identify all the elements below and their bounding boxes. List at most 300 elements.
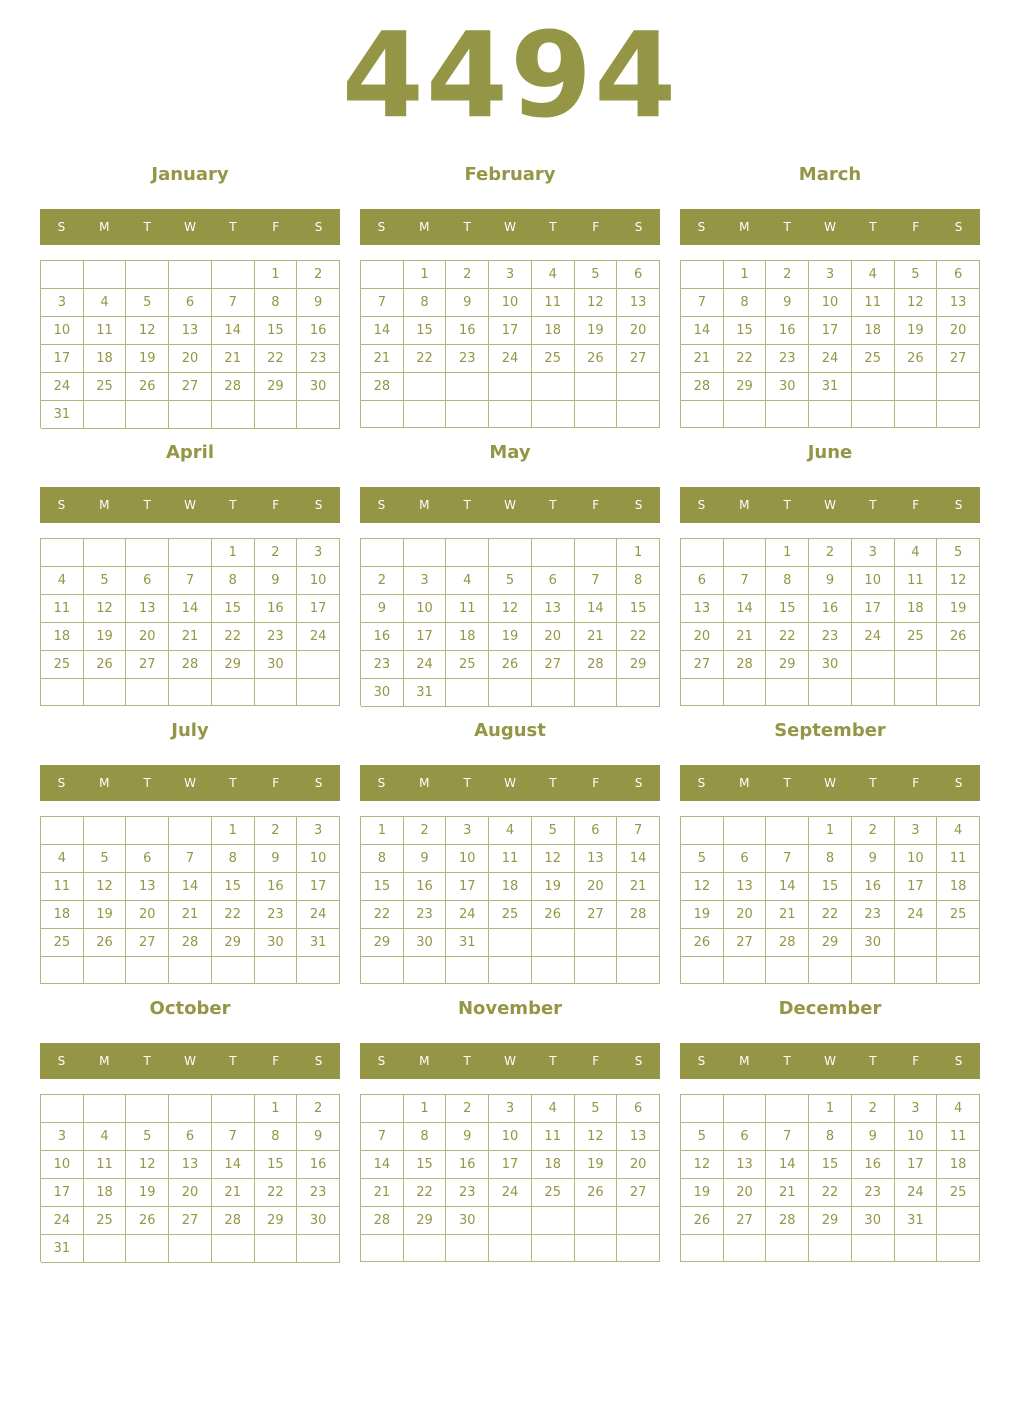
day-cell[interactable]: 6 bbox=[617, 261, 660, 289]
day-cell[interactable]: 22 bbox=[766, 623, 809, 651]
day-cell[interactable]: 1 bbox=[212, 539, 255, 567]
day-cell[interactable]: 28 bbox=[766, 1207, 809, 1235]
day-cell[interactable]: 5 bbox=[126, 289, 169, 317]
day-cell[interactable]: 4 bbox=[937, 1095, 980, 1123]
day-cell[interactable]: 4 bbox=[852, 261, 895, 289]
day-cell[interactable]: 25 bbox=[852, 345, 895, 373]
day-cell[interactable]: 7 bbox=[575, 567, 618, 595]
day-cell[interactable]: 20 bbox=[575, 873, 618, 901]
day-cell[interactable]: 2 bbox=[255, 539, 298, 567]
day-cell[interactable]: 24 bbox=[41, 1207, 84, 1235]
day-cell[interactable]: 10 bbox=[895, 845, 938, 873]
day-cell[interactable]: 11 bbox=[84, 1151, 127, 1179]
day-cell[interactable]: 2 bbox=[766, 261, 809, 289]
day-cell[interactable]: 9 bbox=[297, 1123, 340, 1151]
day-cell[interactable]: 12 bbox=[575, 289, 618, 317]
day-cell[interactable]: 26 bbox=[681, 929, 724, 957]
day-cell[interactable]: 13 bbox=[681, 595, 724, 623]
day-cell[interactable]: 23 bbox=[766, 345, 809, 373]
day-cell[interactable]: 14 bbox=[766, 873, 809, 901]
day-cell[interactable]: 19 bbox=[575, 1151, 618, 1179]
day-cell[interactable]: 22 bbox=[404, 1179, 447, 1207]
day-cell[interactable]: 7 bbox=[766, 1123, 809, 1151]
day-cell[interactable]: 25 bbox=[84, 1207, 127, 1235]
day-cell[interactable]: 13 bbox=[724, 873, 767, 901]
day-cell[interactable]: 1 bbox=[766, 539, 809, 567]
day-cell[interactable]: 4 bbox=[532, 261, 575, 289]
day-cell[interactable]: 21 bbox=[361, 345, 404, 373]
day-cell[interactable]: 26 bbox=[126, 1207, 169, 1235]
day-cell[interactable]: 14 bbox=[766, 1151, 809, 1179]
day-cell[interactable]: 19 bbox=[937, 595, 980, 623]
day-cell[interactable]: 24 bbox=[489, 345, 532, 373]
day-cell[interactable]: 12 bbox=[575, 1123, 618, 1151]
day-cell[interactable]: 17 bbox=[41, 1179, 84, 1207]
day-cell[interactable]: 8 bbox=[617, 567, 660, 595]
day-cell[interactable]: 18 bbox=[41, 901, 84, 929]
day-cell[interactable]: 4 bbox=[41, 845, 84, 873]
day-cell[interactable]: 17 bbox=[297, 595, 340, 623]
day-cell[interactable]: 19 bbox=[575, 317, 618, 345]
day-cell[interactable]: 27 bbox=[724, 929, 767, 957]
day-cell[interactable]: 17 bbox=[404, 623, 447, 651]
day-cell[interactable]: 26 bbox=[575, 1179, 618, 1207]
day-cell[interactable]: 21 bbox=[169, 623, 212, 651]
day-cell[interactable]: 17 bbox=[297, 873, 340, 901]
day-cell[interactable]: 2 bbox=[852, 1095, 895, 1123]
day-cell[interactable]: 15 bbox=[255, 317, 298, 345]
day-cell[interactable]: 18 bbox=[41, 623, 84, 651]
day-cell[interactable]: 29 bbox=[255, 373, 298, 401]
day-cell[interactable]: 23 bbox=[446, 345, 489, 373]
day-cell[interactable]: 1 bbox=[809, 817, 852, 845]
day-cell[interactable]: 17 bbox=[41, 345, 84, 373]
day-cell[interactable]: 23 bbox=[297, 1179, 340, 1207]
day-cell[interactable]: 27 bbox=[169, 373, 212, 401]
day-cell[interactable]: 7 bbox=[361, 1123, 404, 1151]
day-cell[interactable]: 15 bbox=[766, 595, 809, 623]
day-cell[interactable]: 14 bbox=[681, 317, 724, 345]
day-cell[interactable]: 24 bbox=[809, 345, 852, 373]
day-cell[interactable]: 23 bbox=[404, 901, 447, 929]
day-cell[interactable]: 16 bbox=[766, 317, 809, 345]
day-cell[interactable]: 4 bbox=[937, 817, 980, 845]
day-cell[interactable]: 23 bbox=[852, 901, 895, 929]
day-cell[interactable]: 11 bbox=[84, 317, 127, 345]
day-cell[interactable]: 12 bbox=[126, 1151, 169, 1179]
day-cell[interactable]: 21 bbox=[766, 901, 809, 929]
day-cell[interactable]: 11 bbox=[532, 289, 575, 317]
day-cell[interactable]: 23 bbox=[852, 1179, 895, 1207]
day-cell[interactable]: 30 bbox=[852, 1207, 895, 1235]
day-cell[interactable]: 15 bbox=[361, 873, 404, 901]
day-cell[interactable]: 10 bbox=[489, 1123, 532, 1151]
day-cell[interactable]: 3 bbox=[852, 539, 895, 567]
day-cell[interactable]: 29 bbox=[255, 1207, 298, 1235]
day-cell[interactable]: 12 bbox=[489, 595, 532, 623]
day-cell[interactable]: 8 bbox=[212, 845, 255, 873]
day-cell[interactable]: 9 bbox=[446, 1123, 489, 1151]
day-cell[interactable]: 23 bbox=[255, 623, 298, 651]
day-cell[interactable]: 2 bbox=[809, 539, 852, 567]
day-cell[interactable]: 20 bbox=[169, 345, 212, 373]
day-cell[interactable]: 18 bbox=[852, 317, 895, 345]
day-cell[interactable]: 15 bbox=[404, 1151, 447, 1179]
day-cell[interactable]: 28 bbox=[575, 651, 618, 679]
day-cell[interactable]: 3 bbox=[297, 539, 340, 567]
day-cell[interactable]: 6 bbox=[681, 567, 724, 595]
day-cell[interactable]: 5 bbox=[575, 261, 618, 289]
day-cell[interactable]: 28 bbox=[212, 373, 255, 401]
day-cell[interactable]: 5 bbox=[681, 845, 724, 873]
day-cell[interactable]: 6 bbox=[724, 845, 767, 873]
day-cell[interactable]: 30 bbox=[297, 1207, 340, 1235]
day-cell[interactable]: 1 bbox=[724, 261, 767, 289]
day-cell[interactable]: 21 bbox=[724, 623, 767, 651]
day-cell[interactable]: 26 bbox=[84, 651, 127, 679]
day-cell[interactable]: 15 bbox=[404, 317, 447, 345]
day-cell[interactable]: 25 bbox=[937, 1179, 980, 1207]
day-cell[interactable]: 2 bbox=[404, 817, 447, 845]
day-cell[interactable]: 29 bbox=[361, 929, 404, 957]
day-cell[interactable]: 25 bbox=[532, 1179, 575, 1207]
day-cell[interactable]: 29 bbox=[404, 1207, 447, 1235]
day-cell[interactable]: 24 bbox=[297, 623, 340, 651]
day-cell[interactable]: 23 bbox=[255, 901, 298, 929]
day-cell[interactable]: 13 bbox=[126, 595, 169, 623]
day-cell[interactable]: 22 bbox=[255, 345, 298, 373]
day-cell[interactable]: 20 bbox=[169, 1179, 212, 1207]
day-cell[interactable]: 7 bbox=[361, 289, 404, 317]
day-cell[interactable]: 16 bbox=[361, 623, 404, 651]
day-cell[interactable]: 6 bbox=[169, 289, 212, 317]
day-cell[interactable]: 6 bbox=[575, 817, 618, 845]
day-cell[interactable]: 20 bbox=[724, 1179, 767, 1207]
day-cell[interactable]: 10 bbox=[297, 845, 340, 873]
day-cell[interactable]: 31 bbox=[41, 1235, 84, 1263]
day-cell[interactable]: 5 bbox=[489, 567, 532, 595]
day-cell[interactable]: 6 bbox=[126, 845, 169, 873]
day-cell[interactable]: 5 bbox=[126, 1123, 169, 1151]
day-cell[interactable]: 15 bbox=[212, 595, 255, 623]
day-cell[interactable]: 1 bbox=[361, 817, 404, 845]
day-cell[interactable]: 27 bbox=[575, 901, 618, 929]
day-cell[interactable]: 24 bbox=[297, 901, 340, 929]
day-cell[interactable]: 30 bbox=[255, 651, 298, 679]
day-cell[interactable]: 18 bbox=[532, 317, 575, 345]
day-cell[interactable]: 23 bbox=[361, 651, 404, 679]
day-cell[interactable]: 30 bbox=[852, 929, 895, 957]
day-cell[interactable]: 15 bbox=[809, 1151, 852, 1179]
day-cell[interactable]: 15 bbox=[255, 1151, 298, 1179]
day-cell[interactable]: 14 bbox=[169, 873, 212, 901]
day-cell[interactable]: 16 bbox=[852, 1151, 895, 1179]
day-cell[interactable]: 19 bbox=[84, 623, 127, 651]
day-cell[interactable]: 9 bbox=[404, 845, 447, 873]
day-cell[interactable]: 10 bbox=[852, 567, 895, 595]
day-cell[interactable]: 26 bbox=[681, 1207, 724, 1235]
day-cell[interactable]: 4 bbox=[895, 539, 938, 567]
day-cell[interactable]: 18 bbox=[84, 1179, 127, 1207]
day-cell[interactable]: 17 bbox=[852, 595, 895, 623]
day-cell[interactable]: 6 bbox=[532, 567, 575, 595]
day-cell[interactable]: 31 bbox=[895, 1207, 938, 1235]
day-cell[interactable]: 14 bbox=[212, 317, 255, 345]
day-cell[interactable]: 22 bbox=[617, 623, 660, 651]
day-cell[interactable]: 12 bbox=[937, 567, 980, 595]
day-cell[interactable]: 30 bbox=[255, 929, 298, 957]
day-cell[interactable]: 30 bbox=[404, 929, 447, 957]
day-cell[interactable]: 3 bbox=[489, 261, 532, 289]
day-cell[interactable]: 7 bbox=[212, 289, 255, 317]
day-cell[interactable]: 8 bbox=[361, 845, 404, 873]
day-cell[interactable]: 4 bbox=[84, 289, 127, 317]
day-cell[interactable]: 9 bbox=[255, 845, 298, 873]
day-cell[interactable]: 20 bbox=[937, 317, 980, 345]
day-cell[interactable]: 25 bbox=[489, 901, 532, 929]
day-cell[interactable]: 3 bbox=[41, 289, 84, 317]
day-cell[interactable]: 16 bbox=[852, 873, 895, 901]
day-cell[interactable]: 5 bbox=[84, 567, 127, 595]
day-cell[interactable]: 29 bbox=[212, 929, 255, 957]
day-cell[interactable]: 8 bbox=[766, 567, 809, 595]
day-cell[interactable]: 19 bbox=[126, 1179, 169, 1207]
day-cell[interactable]: 24 bbox=[895, 1179, 938, 1207]
day-cell[interactable]: 26 bbox=[532, 901, 575, 929]
day-cell[interactable]: 3 bbox=[895, 1095, 938, 1123]
day-cell[interactable]: 24 bbox=[852, 623, 895, 651]
day-cell[interactable]: 15 bbox=[212, 873, 255, 901]
day-cell[interactable]: 24 bbox=[895, 901, 938, 929]
day-cell[interactable]: 16 bbox=[446, 1151, 489, 1179]
day-cell[interactable]: 12 bbox=[84, 873, 127, 901]
day-cell[interactable]: 25 bbox=[84, 373, 127, 401]
day-cell[interactable]: 30 bbox=[297, 373, 340, 401]
day-cell[interactable]: 20 bbox=[617, 1151, 660, 1179]
day-cell[interactable]: 28 bbox=[724, 651, 767, 679]
day-cell[interactable]: 16 bbox=[809, 595, 852, 623]
day-cell[interactable]: 27 bbox=[169, 1207, 212, 1235]
day-cell[interactable]: 1 bbox=[404, 1095, 447, 1123]
day-cell[interactable]: 26 bbox=[489, 651, 532, 679]
day-cell[interactable]: 7 bbox=[212, 1123, 255, 1151]
day-cell[interactable]: 13 bbox=[575, 845, 618, 873]
day-cell[interactable]: 10 bbox=[446, 845, 489, 873]
day-cell[interactable]: 28 bbox=[681, 373, 724, 401]
day-cell[interactable]: 22 bbox=[255, 1179, 298, 1207]
day-cell[interactable]: 3 bbox=[895, 817, 938, 845]
day-cell[interactable]: 27 bbox=[126, 929, 169, 957]
day-cell[interactable]: 17 bbox=[489, 317, 532, 345]
day-cell[interactable]: 10 bbox=[489, 289, 532, 317]
day-cell[interactable]: 9 bbox=[852, 845, 895, 873]
day-cell[interactable]: 31 bbox=[404, 679, 447, 707]
day-cell[interactable]: 31 bbox=[809, 373, 852, 401]
day-cell[interactable]: 4 bbox=[41, 567, 84, 595]
day-cell[interactable]: 16 bbox=[404, 873, 447, 901]
day-cell[interactable]: 27 bbox=[724, 1207, 767, 1235]
day-cell[interactable]: 3 bbox=[446, 817, 489, 845]
day-cell[interactable]: 10 bbox=[41, 317, 84, 345]
day-cell[interactable]: 14 bbox=[617, 845, 660, 873]
day-cell[interactable]: 7 bbox=[617, 817, 660, 845]
day-cell[interactable]: 1 bbox=[255, 1095, 298, 1123]
day-cell[interactable]: 12 bbox=[681, 1151, 724, 1179]
day-cell[interactable]: 14 bbox=[575, 595, 618, 623]
day-cell[interactable]: 13 bbox=[724, 1151, 767, 1179]
day-cell[interactable]: 26 bbox=[575, 345, 618, 373]
day-cell[interactable]: 19 bbox=[84, 901, 127, 929]
day-cell[interactable]: 13 bbox=[937, 289, 980, 317]
day-cell[interactable]: 6 bbox=[126, 567, 169, 595]
day-cell[interactable]: 28 bbox=[617, 901, 660, 929]
day-cell[interactable]: 20 bbox=[681, 623, 724, 651]
day-cell[interactable]: 27 bbox=[617, 1179, 660, 1207]
day-cell[interactable]: 19 bbox=[126, 345, 169, 373]
day-cell[interactable]: 29 bbox=[724, 373, 767, 401]
day-cell[interactable]: 18 bbox=[895, 595, 938, 623]
day-cell[interactable]: 2 bbox=[446, 1095, 489, 1123]
day-cell[interactable]: 7 bbox=[681, 289, 724, 317]
day-cell[interactable]: 8 bbox=[255, 289, 298, 317]
day-cell[interactable]: 30 bbox=[809, 651, 852, 679]
day-cell[interactable]: 5 bbox=[84, 845, 127, 873]
day-cell[interactable]: 8 bbox=[809, 1123, 852, 1151]
day-cell[interactable]: 29 bbox=[809, 1207, 852, 1235]
day-cell[interactable]: 9 bbox=[297, 289, 340, 317]
day-cell[interactable]: 11 bbox=[41, 873, 84, 901]
day-cell[interactable]: 11 bbox=[937, 1123, 980, 1151]
day-cell[interactable]: 9 bbox=[446, 289, 489, 317]
day-cell[interactable]: 1 bbox=[255, 261, 298, 289]
day-cell[interactable]: 22 bbox=[361, 901, 404, 929]
day-cell[interactable]: 20 bbox=[126, 901, 169, 929]
day-cell[interactable]: 20 bbox=[617, 317, 660, 345]
day-cell[interactable]: 25 bbox=[41, 651, 84, 679]
day-cell[interactable]: 4 bbox=[489, 817, 532, 845]
day-cell[interactable]: 21 bbox=[681, 345, 724, 373]
day-cell[interactable]: 20 bbox=[126, 623, 169, 651]
day-cell[interactable]: 6 bbox=[724, 1123, 767, 1151]
day-cell[interactable]: 1 bbox=[617, 539, 660, 567]
day-cell[interactable]: 19 bbox=[895, 317, 938, 345]
day-cell[interactable]: 2 bbox=[852, 817, 895, 845]
day-cell[interactable]: 2 bbox=[297, 261, 340, 289]
day-cell[interactable]: 24 bbox=[41, 373, 84, 401]
day-cell[interactable]: 29 bbox=[212, 651, 255, 679]
day-cell[interactable]: 9 bbox=[766, 289, 809, 317]
day-cell[interactable]: 10 bbox=[297, 567, 340, 595]
day-cell[interactable]: 3 bbox=[404, 567, 447, 595]
day-cell[interactable]: 11 bbox=[446, 595, 489, 623]
day-cell[interactable]: 13 bbox=[617, 1123, 660, 1151]
day-cell[interactable]: 5 bbox=[895, 261, 938, 289]
day-cell[interactable]: 11 bbox=[852, 289, 895, 317]
day-cell[interactable]: 5 bbox=[575, 1095, 618, 1123]
day-cell[interactable]: 28 bbox=[169, 929, 212, 957]
day-cell[interactable]: 20 bbox=[532, 623, 575, 651]
day-cell[interactable]: 16 bbox=[255, 595, 298, 623]
day-cell[interactable]: 29 bbox=[766, 651, 809, 679]
day-cell[interactable]: 10 bbox=[809, 289, 852, 317]
day-cell[interactable]: 8 bbox=[809, 845, 852, 873]
day-cell[interactable]: 15 bbox=[724, 317, 767, 345]
day-cell[interactable]: 6 bbox=[617, 1095, 660, 1123]
day-cell[interactable]: 21 bbox=[575, 623, 618, 651]
day-cell[interactable]: 19 bbox=[681, 1179, 724, 1207]
day-cell[interactable]: 16 bbox=[255, 873, 298, 901]
day-cell[interactable]: 28 bbox=[766, 929, 809, 957]
day-cell[interactable]: 9 bbox=[255, 567, 298, 595]
day-cell[interactable]: 22 bbox=[212, 901, 255, 929]
day-cell[interactable]: 7 bbox=[766, 845, 809, 873]
day-cell[interactable]: 24 bbox=[489, 1179, 532, 1207]
day-cell[interactable]: 16 bbox=[297, 317, 340, 345]
day-cell[interactable]: 8 bbox=[404, 1123, 447, 1151]
day-cell[interactable]: 8 bbox=[212, 567, 255, 595]
day-cell[interactable]: 12 bbox=[681, 873, 724, 901]
day-cell[interactable]: 25 bbox=[446, 651, 489, 679]
day-cell[interactable]: 26 bbox=[84, 929, 127, 957]
day-cell[interactable]: 13 bbox=[532, 595, 575, 623]
day-cell[interactable]: 31 bbox=[297, 929, 340, 957]
day-cell[interactable]: 5 bbox=[681, 1123, 724, 1151]
day-cell[interactable]: 18 bbox=[446, 623, 489, 651]
day-cell[interactable]: 28 bbox=[169, 651, 212, 679]
day-cell[interactable]: 13 bbox=[169, 1151, 212, 1179]
day-cell[interactable]: 18 bbox=[84, 345, 127, 373]
day-cell[interactable]: 4 bbox=[84, 1123, 127, 1151]
day-cell[interactable]: 25 bbox=[895, 623, 938, 651]
day-cell[interactable]: 21 bbox=[617, 873, 660, 901]
day-cell[interactable]: 2 bbox=[361, 567, 404, 595]
day-cell[interactable]: 9 bbox=[852, 1123, 895, 1151]
day-cell[interactable]: 11 bbox=[895, 567, 938, 595]
day-cell[interactable]: 27 bbox=[532, 651, 575, 679]
day-cell[interactable]: 17 bbox=[446, 873, 489, 901]
day-cell[interactable]: 3 bbox=[41, 1123, 84, 1151]
day-cell[interactable]: 1 bbox=[404, 261, 447, 289]
day-cell[interactable]: 10 bbox=[404, 595, 447, 623]
day-cell[interactable]: 8 bbox=[255, 1123, 298, 1151]
day-cell[interactable]: 17 bbox=[809, 317, 852, 345]
day-cell[interactable]: 11 bbox=[937, 845, 980, 873]
day-cell[interactable]: 11 bbox=[532, 1123, 575, 1151]
day-cell[interactable]: 21 bbox=[212, 345, 255, 373]
day-cell[interactable]: 18 bbox=[489, 873, 532, 901]
day-cell[interactable]: 27 bbox=[681, 651, 724, 679]
day-cell[interactable]: 11 bbox=[41, 595, 84, 623]
day-cell[interactable]: 13 bbox=[169, 317, 212, 345]
day-cell[interactable]: 14 bbox=[212, 1151, 255, 1179]
day-cell[interactable]: 20 bbox=[724, 901, 767, 929]
day-cell[interactable]: 9 bbox=[361, 595, 404, 623]
day-cell[interactable]: 30 bbox=[361, 679, 404, 707]
day-cell[interactable]: 8 bbox=[724, 289, 767, 317]
day-cell[interactable]: 13 bbox=[617, 289, 660, 317]
day-cell[interactable]: 2 bbox=[255, 817, 298, 845]
day-cell[interactable]: 28 bbox=[361, 373, 404, 401]
day-cell[interactable]: 25 bbox=[532, 345, 575, 373]
day-cell[interactable]: 15 bbox=[617, 595, 660, 623]
day-cell[interactable]: 28 bbox=[212, 1207, 255, 1235]
day-cell[interactable]: 2 bbox=[297, 1095, 340, 1123]
day-cell[interactable]: 1 bbox=[212, 817, 255, 845]
day-cell[interactable]: 31 bbox=[41, 401, 84, 429]
day-cell[interactable]: 2 bbox=[446, 261, 489, 289]
day-cell[interactable]: 22 bbox=[212, 623, 255, 651]
day-cell[interactable]: 19 bbox=[532, 873, 575, 901]
